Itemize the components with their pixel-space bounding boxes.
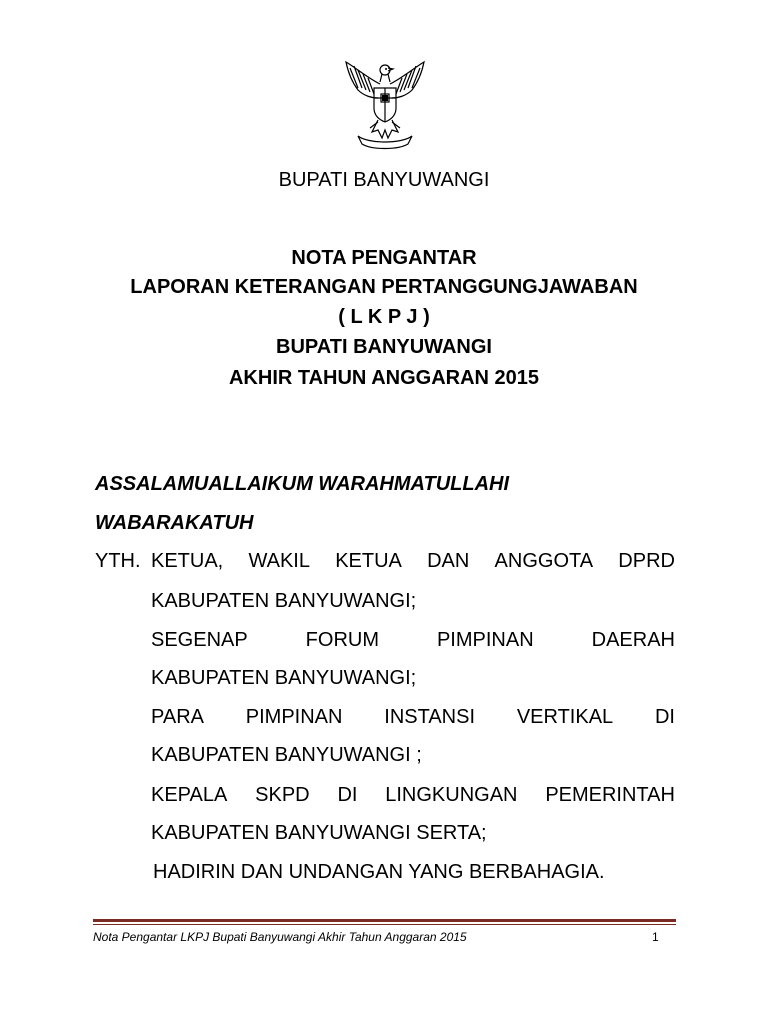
addressee-row-8: KABUPATEN BANYUWANGI SERTA; xyxy=(151,822,487,844)
addressee-row-3 xyxy=(151,628,675,652)
footer-caption: Nota Pengantar LKPJ Bupati Banyuwangi Akhir Tahun Anggaran 2015 xyxy=(93,930,467,944)
addressee-row-2: KABUPATEN BANYUWANGI; xyxy=(151,590,417,612)
addressee-word: PIMPINAN xyxy=(436,629,534,651)
garuda-emblem-icon xyxy=(338,58,432,152)
title-line-2: LAPORAN KETERANGAN PERTANGGUNGJAWABAN xyxy=(130,276,638,298)
addressee-word: DAN xyxy=(427,550,470,572)
footer-rule-thin xyxy=(93,924,676,925)
addressee-word: PEMERINTAH xyxy=(545,784,675,806)
title-line-1: NOTA PENGANTAR xyxy=(291,247,477,269)
addressee-word: SEGENAP xyxy=(151,629,248,651)
addressee-row-4: KABUPATEN BANYUWANGI; xyxy=(151,667,417,689)
addressee-row-5 xyxy=(151,705,675,729)
addressee-label: YTH. xyxy=(95,550,141,572)
addressee-word: DAERAH xyxy=(591,629,675,651)
addressee-word: VERTIKAL xyxy=(516,706,614,728)
addressee-word: PARA xyxy=(151,706,204,728)
title-line-3: ( L K P J ) xyxy=(338,306,430,328)
footer-rule-thick xyxy=(93,919,676,922)
page-number: 1 xyxy=(652,930,659,944)
addressee-row-7 xyxy=(151,783,675,807)
addressee-row-1 xyxy=(151,549,675,573)
addressee-word: INSTANSI xyxy=(384,706,476,728)
title-line-4: BUPATI BANYUWANGI xyxy=(276,336,492,358)
title-line-5: AKHIR TAHUN ANGGARAN 2015 xyxy=(228,367,540,389)
addressee-word: DI xyxy=(654,706,675,728)
addressee-word: DI xyxy=(337,784,358,806)
authority-heading: BUPATI BANYUWANGI xyxy=(278,169,490,191)
addressee-word: ANGGOTA xyxy=(494,550,594,572)
addressee-word: WAKIL xyxy=(248,550,310,572)
addressee-word: KEPALA xyxy=(151,784,228,806)
addressee-word: SKPD xyxy=(255,784,310,806)
addressee-word: DPRD xyxy=(618,550,675,572)
addressee-row-6: KABUPATEN BANYUWANGI ; xyxy=(151,744,422,766)
greeting-line-1: ASSALAMUALLAIKUM WARAHMATULLAHI xyxy=(95,473,510,495)
addressee-row-9: HADIRIN DAN UNDANGAN YANG BERBAHAGIA. xyxy=(153,861,605,883)
addressee-word: PIMPINAN xyxy=(245,706,343,728)
addressee-word: KETUA xyxy=(335,550,402,572)
addressee-word: KETUA, xyxy=(151,550,224,572)
greeting-line-2: WABARAKATUH xyxy=(95,512,254,534)
addressee-word: LINGKUNGAN xyxy=(385,784,518,806)
addressee-word: FORUM xyxy=(305,629,379,651)
